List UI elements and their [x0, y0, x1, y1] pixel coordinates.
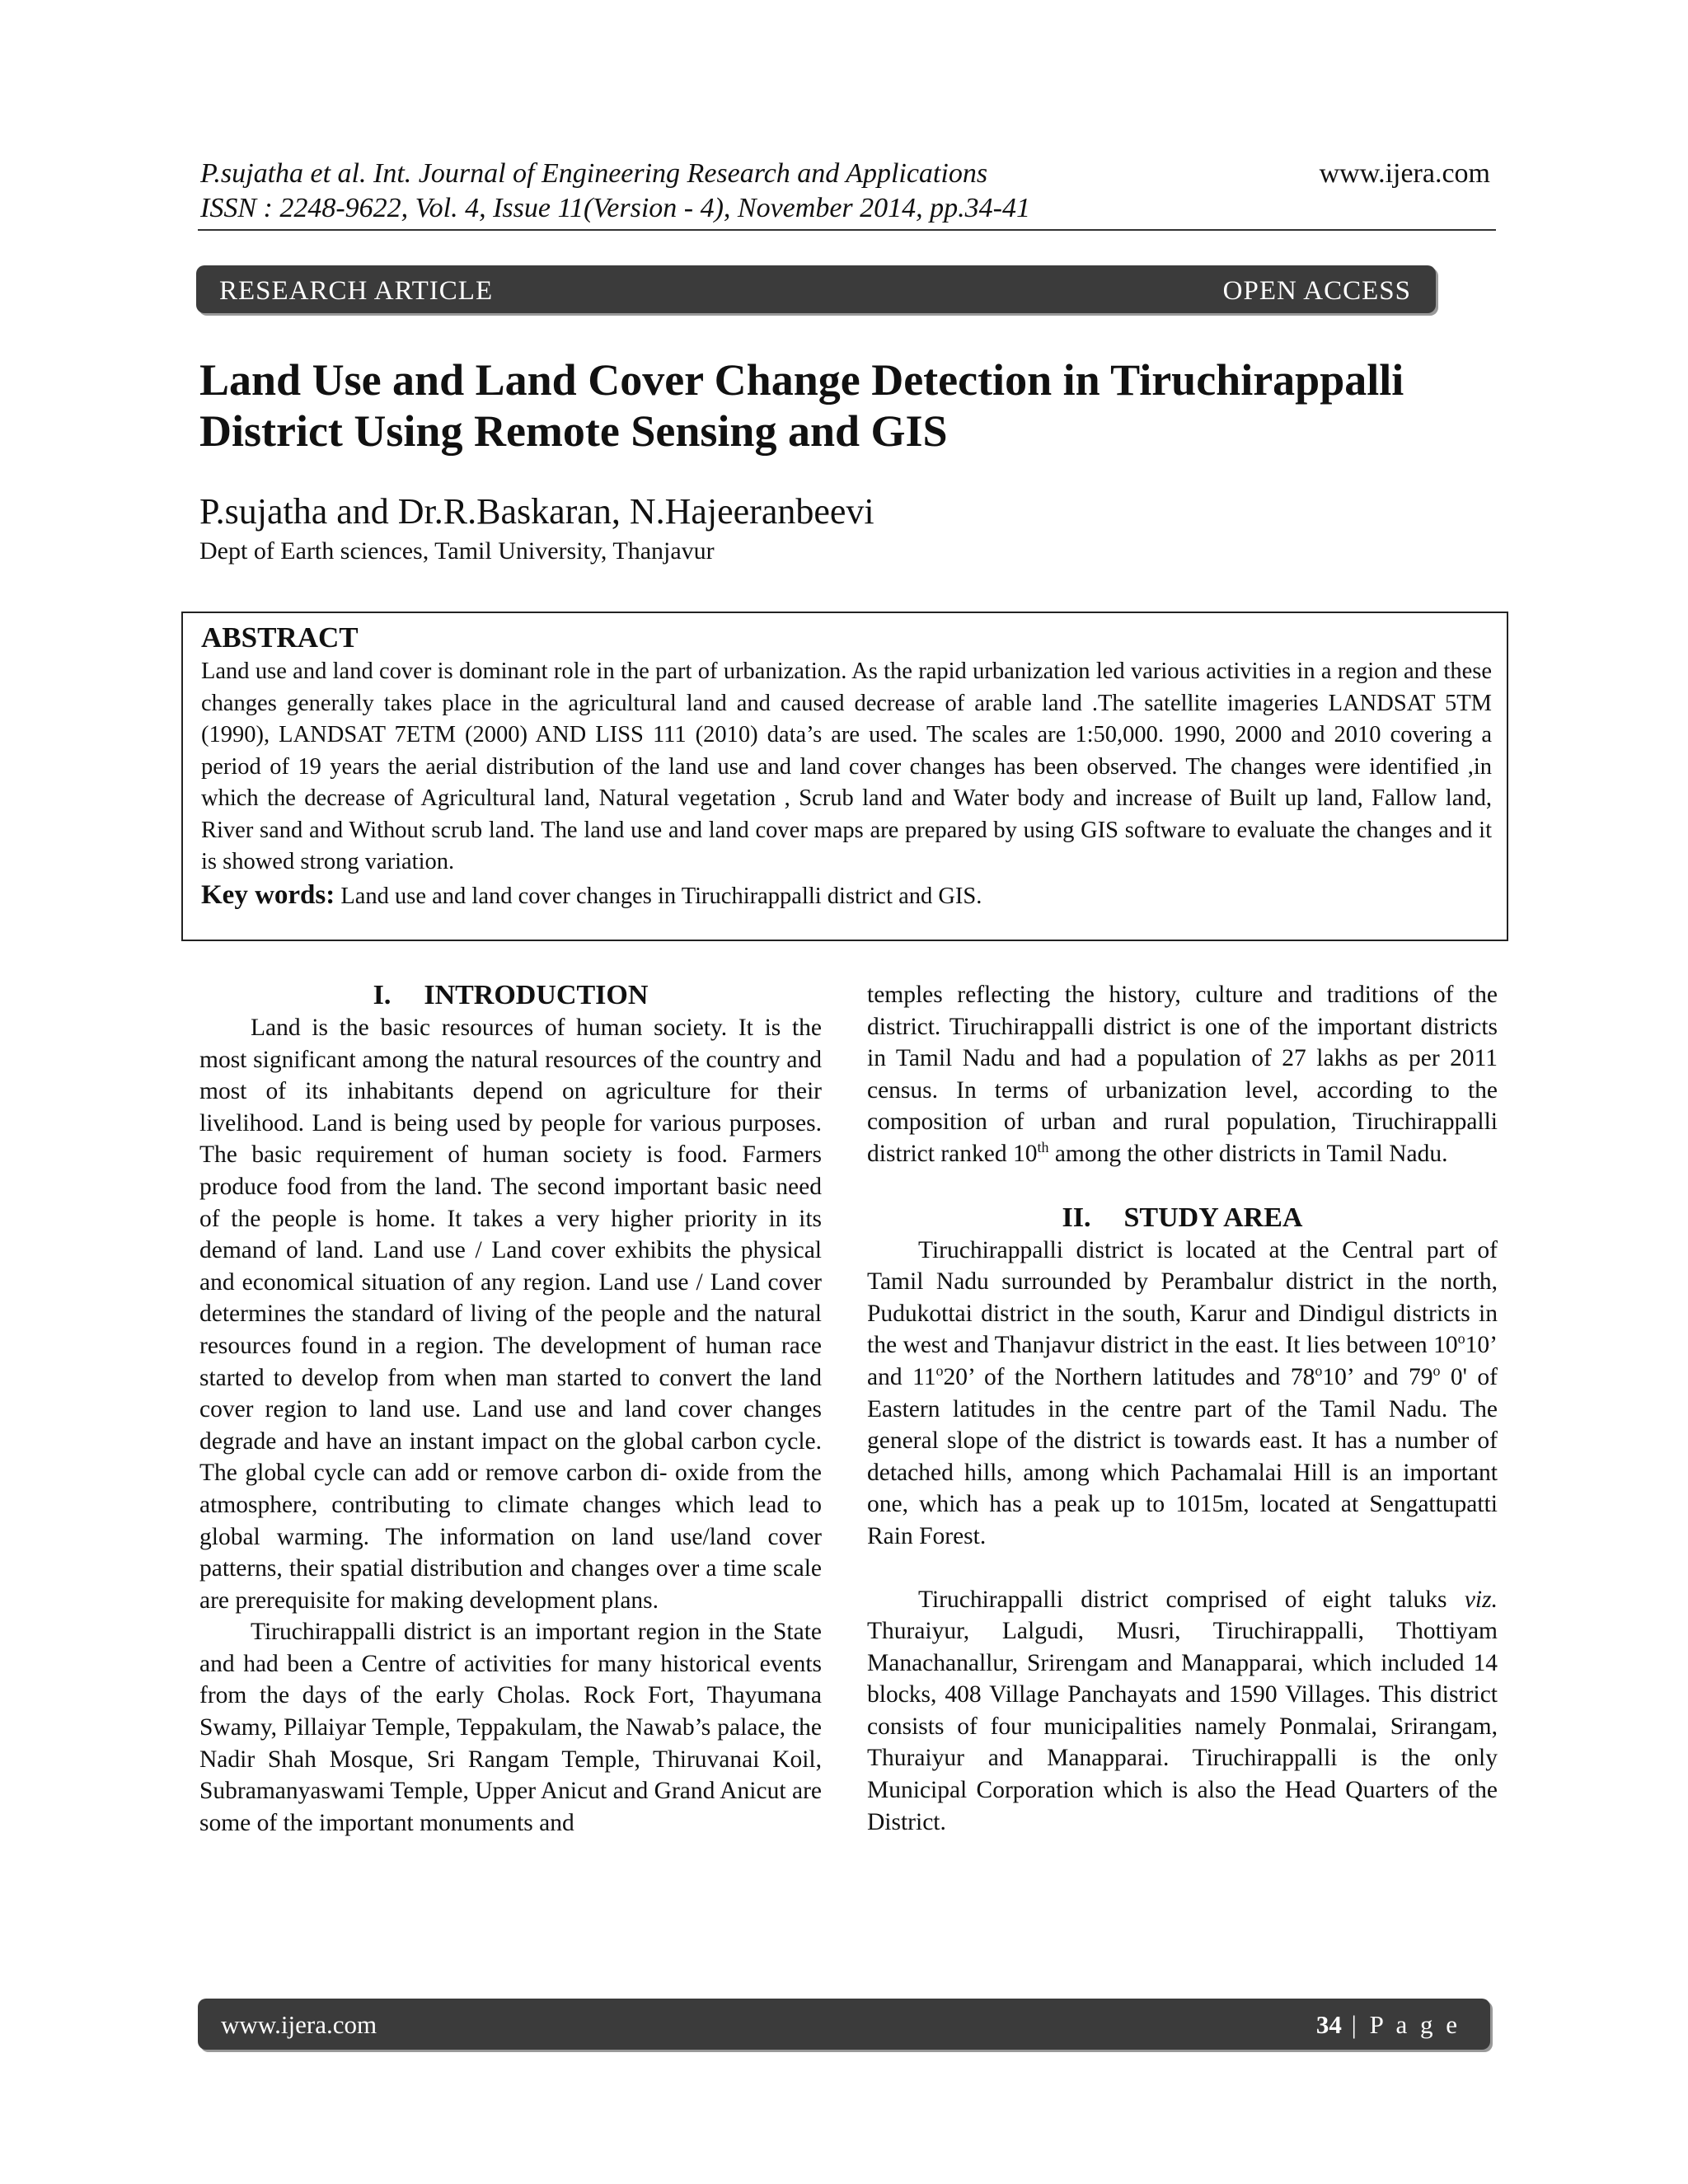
article-type-banner [196, 265, 1436, 313]
open-access-label: OPEN ACCESS [1222, 276, 1411, 306]
paper-title-line-2: District Using Remote Sensing and GIS [199, 406, 948, 456]
abstract-text: Land use and land cover is dominant role in the part of urbanization. As the rapid urbanization led various activities in a region and these changes generally takes place in the agricultural land and caused decrease of arable land .The satellite imageries LANDSAT 5TM (1990), LANDSAT 7ETM (2000) AND LISS 111 (2010) data’s are used. The scales are 1:50,000. 1990, 2000 and 2010 covering a period of 19 years the aerial distribution of the land use and land cover changes has been observed. The changes were identified ,in which the decrease of Agricultural land, Natural vegetation , Scrub land and Water body and increase of Built up land, Fallow land, River sand and Without scrub land. The land use and land cover maps are prepared by using GIS software to evaluate the changes and it is showed strong variation. [201, 658, 1492, 874]
study-p1-text-c: 20’ of the Northern latitudes and 78 [943, 1363, 1315, 1390]
section-heading-introduction [199, 979, 822, 1012]
degree-symbol: o [935, 1362, 944, 1380]
header-website-link[interactable]: www.ijera.com [1319, 158, 1490, 189]
keywords-text: Land use and land cover changes in Tiruchirappalli district and GIS. [335, 883, 982, 909]
right-column [867, 979, 1498, 1838]
section-number: I. [373, 980, 392, 1010]
abstract-box [181, 612, 1508, 941]
paper-title [199, 354, 1469, 457]
study-paragraph-2 [867, 1584, 1498, 1839]
intro-p3-text: temples reflecting the history, culture and traditions of the district. Tiruchirappalli district is one of the important districts in Tamil Nadu and had a population of 27 lakhs as per 2011 census. In terms of urbanization level, according to the composition of urban and rural population, Tiruchirappalli district ranked 10 [867, 982, 1498, 1167]
authors: P.sujatha and Dr.R.Baskaran, N.Hajeeranbeevi [199, 491, 874, 532]
research-article-label: RESEARCH ARTICLE [219, 276, 494, 306]
study-p1-text-e: 0' of Eastern latitudes in the centre part of the Tamil Nadu. The general slope of the district is towards east. It has a number of detached hills, among which Pachamalai Hill is an important one, which has a peak up to 1015m, located at Sengattupatti Rain Forest. [867, 1363, 1498, 1549]
keywords-label: Key words: [201, 879, 335, 910]
journal-citation: P.sujatha et al. Int. Journal of Engineering Research and Applications [200, 158, 988, 189]
study-p1-text-b: 10’ and 11 [867, 1332, 1498, 1390]
footer-website-link[interactable]: www.ijera.com [221, 2010, 377, 2039]
spacer [867, 1170, 1498, 1202]
degree-symbol: o [1432, 1362, 1441, 1380]
paper-title-line-1: Land Use and Land Cover Change Detection in Tiruchirappalli [199, 355, 1404, 405]
viz-abbreviation: viz. [1464, 1586, 1498, 1613]
ordinal-superscript: th [1037, 1139, 1049, 1156]
page-word: | P a g e [1341, 2010, 1461, 2039]
left-column [199, 979, 822, 1839]
abstract-heading: ABSTRACT [201, 621, 359, 654]
keywords-line [201, 879, 1492, 913]
study-p2-text-a: Tiruchirappalli district comprised of eight taluks [918, 1586, 1465, 1613]
running-header [200, 157, 1030, 226]
intro-paragraph-3 [867, 979, 1498, 1170]
degree-symbol: o [1457, 1330, 1465, 1347]
intro-p3-text-end: among the other districts in Tamil Nadu. [1048, 1140, 1448, 1167]
section-title: STUDY AREA [1123, 1202, 1303, 1233]
study-p1-text-a: Tiruchirappalli district is located at the Central part of Tamil Nadu surrounded by Perambalur district in the north, Pudukottai district in the south, Karur and Dindigul districts in the west and Thanjavur district in the east. It lies between 10 [867, 1236, 1498, 1359]
intro-paragraph-1: Land is the basic resources of human society. It is the most significant among the natural resources of the country and most of its inhabitants depend on agriculture for their livelihood. Land is being used by people for various purposes. The basic requirement of human society is food. Farmers produce food from the land. The second important basic need of the people is home. It takes a very higher priority in its demand of land. Land use / Land cover exhibits the physical and economical situation of any region. Land use / Land cover determines the standard of living of the people and the natural resources found in a region. The development of human race started to develop from when man started to convert the land cover region to land use. Land use and land cover changes degrade and have an instant impact on the global carbon cycle. The global cycle can add or remove carbon di- oxide from the atmosphere, contributing to climate changes which lead to global warming. The information on land use/land cover patterns, their spatial distribution and changes over a time scale are prerequisite for making development plans. [199, 1015, 822, 1614]
study-p2-text-b: Thuraiyur, Lalgudi, Musri, Tiruchirappalli, Thottiyam Manachanallur, Srirengam and Manapparai, which included 14 blocks, 408 Village Panchayats and 1590 Villages. This district consists of four municipalities namely Ponmalai, Srirangam, Thuraiyur and Manapparai. Tiruchirappalli is the only Municipal Corporation which is also the Head Quarters of the District. [867, 1618, 1498, 1835]
affiliation: Dept of Earth sciences, Tamil University, Thanjavur [199, 537, 715, 565]
page-footer [198, 1999, 1490, 2050]
intro-paragraph-2: Tiruchirappalli district is an important region in the State and had been a Centre of activities for many historical events from the days of the early Cholas. Rock Fort, Thayumana Swamy, Pillaiyar Temple, Teppakulam, the Nawab’s palace, the Nadir Shah Mosque, Sri Rangam Temple, Thiruvanai Koil, Subramanyaswami Temple, Upper Anicut and Grand Anicut are some of the important monuments and [199, 1619, 822, 1836]
section-heading-study-area [867, 1202, 1498, 1235]
degree-symbol: o [1315, 1362, 1323, 1380]
header-divider [198, 229, 1496, 231]
study-p1-text-d: 10’ and 79 [1322, 1363, 1433, 1390]
issn-line: ISSN : 2248-9622, Vol. 4, Issue 11(Version - 4), November 2014, pp.34-41 [200, 193, 1030, 223]
page-number-label [1316, 2010, 1461, 2040]
page-number: 34 [1315, 2010, 1342, 2039]
section-number: II. [1062, 1202, 1091, 1233]
study-paragraph-1 [867, 1235, 1498, 1553]
section-title: INTRODUCTION [424, 980, 649, 1010]
spacer [867, 1553, 1498, 1584]
